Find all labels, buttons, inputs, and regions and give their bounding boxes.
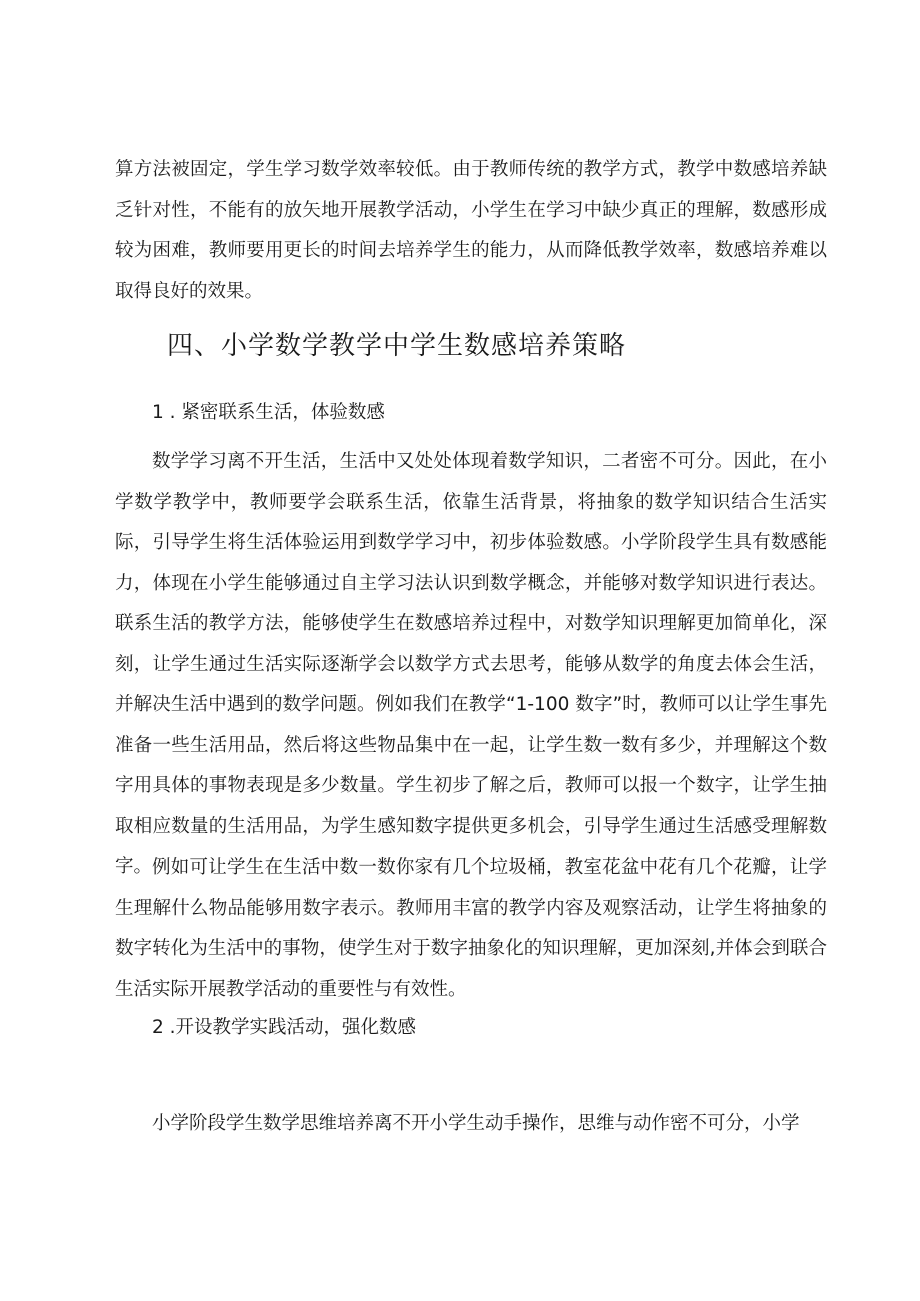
subheading-2: 2 .开设教学实践活动，强化数感 xyxy=(152,1017,417,1038)
body-paragraph: 数学学习离不开生活，生活中又处处体现着数学知识，二者密不可分。因此，在小学数学教学中，教师要学会联系生活，依靠生活背景，将抽象的数学知识结合生活实际，引导学生将生活体验运用到数学学习中，初步体验数感。小学阶段学生具有数感能力，体现在小学生能够通过自主学习法认识到数学概念，并能够对数学知识进行表达。联系生活的教学方法，能够使学生在数感培养过程中，对数学知识理解更加简单化，深刻，让学生通过生活实际逐渐学会以数学方式去思考，能够从数学的角度去体会生活，并解决生活中遇到的数学问题。例如我们在教学“1-100 数字”时，教师可以让学生事先准备一些生活用品，然后将这些物品集中在一起，让学生数一数有多少，并理解这个数字用具体的事物表现是多少数量。学生初步了解之后，教师可以报一个数字，让学生抽取相应数量的生活用品，为学生感知数字提供更多机会，引导学生通过生活感受理解数字。 xyxy=(115,451,827,877)
body-paragraph: 算方法被固定，学生学习数学效率较低。由于教师传统的教学方式，教学中数感培养缺乏针对性，不能有的放矢地开展教学活动，小学生在学习中缺少真正的理解，数感形成较为困难，教师要用更长的时间去培养学生的能力，从而降低教学效率，数感培养难以取得良好的效果。 xyxy=(115,159,827,302)
subheading-1: 1 . 紧密联系生活，体验数感 xyxy=(152,402,385,423)
body-paragraph: 小学阶段学生数学思维培养离不开小学生动手操作，思维与动作密不可分，小学 xyxy=(152,1113,800,1134)
body-paragraph: 例如可让学生在生活中数一数你家有几个垃圾桶，教室花盆中花有几个花瓣，让学生理解什么物品能够用数字表示。教师用丰富的教学内容及观察活动，让学生将抽象的数字转化为生活中的事物，使学生对于数字抽象化的知识理解，更加深刻,并体会到联合生活实际开展教学活动的重要性与有效性。 xyxy=(115,857,827,1000)
section-heading: 四、小学数学教学中学生数感培养策略 xyxy=(167,331,627,361)
